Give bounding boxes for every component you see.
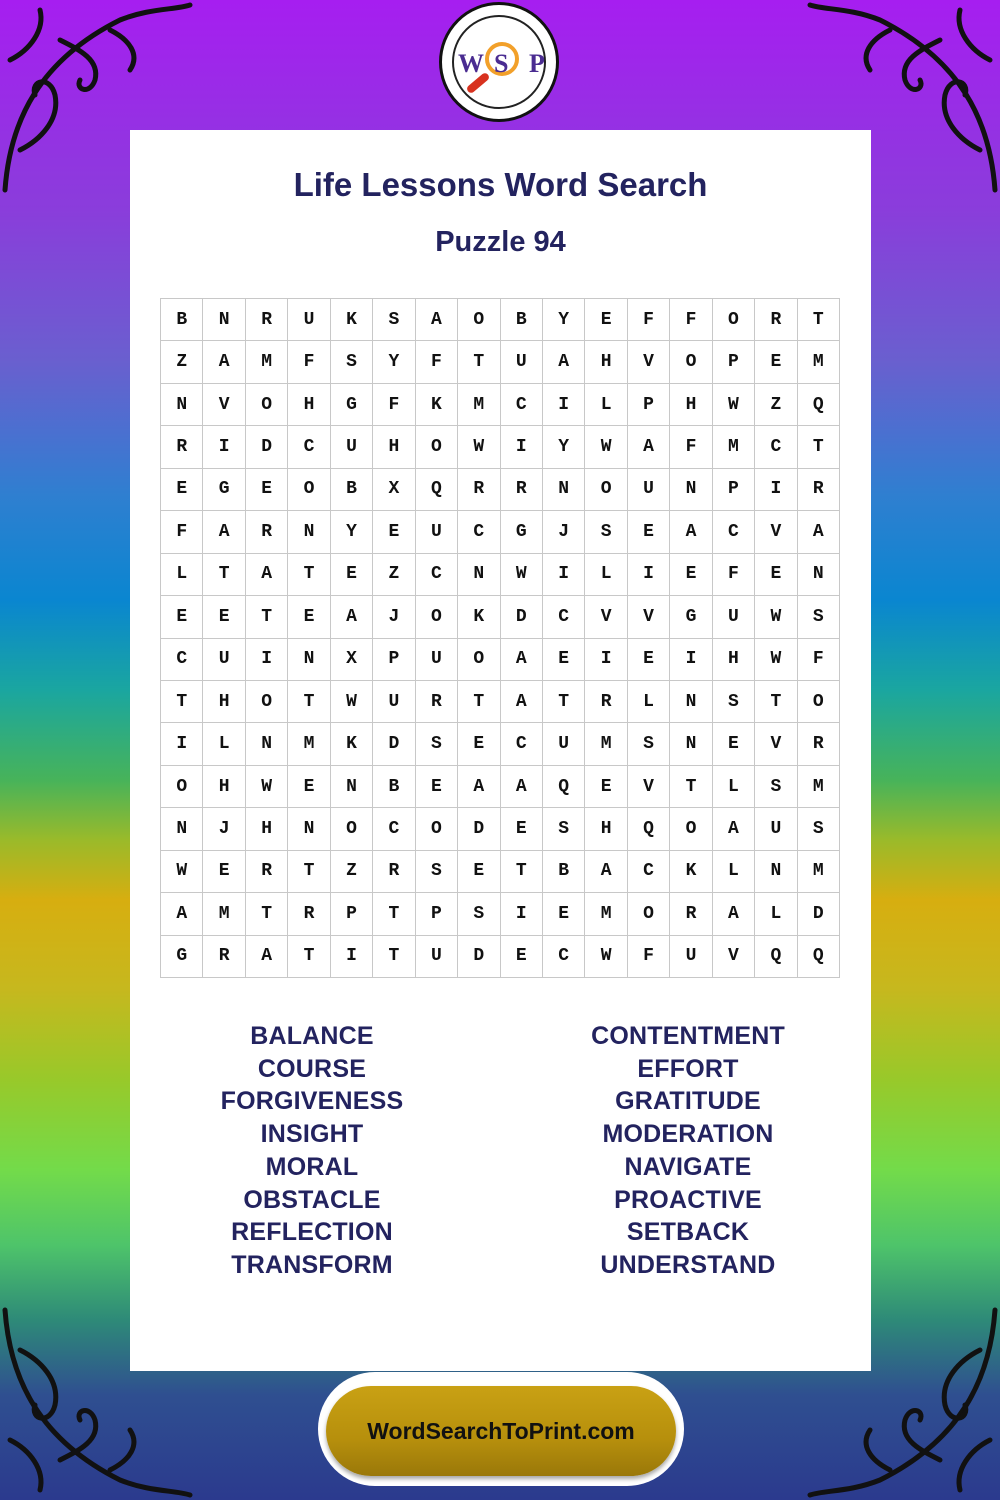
page-title: Life Lessons Word Search (293, 166, 708, 203)
grid-cell[interactable]: E (670, 554, 712, 596)
grid-cell[interactable]: S (755, 766, 797, 808)
word-list-item: BALANCE (250, 1022, 374, 1050)
grid-cell[interactable]: T (288, 936, 330, 978)
logo-letter-s: S (494, 49, 509, 78)
grid-cell[interactable]: C (543, 936, 585, 978)
grid-cell[interactable]: E (755, 341, 797, 383)
grid-cell[interactable]: V (713, 936, 755, 978)
grid-cell[interactable]: E (628, 511, 670, 553)
grid-cell[interactable]: I (161, 723, 203, 765)
grid-cell[interactable]: I (501, 893, 543, 935)
grid-cell[interactable]: T (246, 893, 288, 935)
grid-cell[interactable]: C (501, 723, 543, 765)
grid-cell[interactable]: V (203, 384, 245, 426)
grid-cell[interactable]: Z (373, 554, 415, 596)
grid-cell[interactable]: R (288, 893, 330, 935)
grid-cell[interactable]: O (628, 893, 670, 935)
grid-cell[interactable]: T (373, 893, 415, 935)
grid-cell[interactable]: S (458, 893, 500, 935)
grid-cell[interactable]: A (416, 299, 458, 341)
grid-cell[interactable]: Q (628, 808, 670, 850)
grid-cell[interactable]: S (798, 596, 840, 638)
grid-cell[interactable]: F (628, 936, 670, 978)
grid-cell[interactable]: S (331, 341, 373, 383)
grid-cell[interactable]: M (585, 893, 627, 935)
grid-cell[interactable]: J (373, 596, 415, 638)
grid-cell[interactable]: N (458, 554, 500, 596)
grid-cell[interactable]: V (628, 766, 670, 808)
grid-cell[interactable]: F (798, 639, 840, 681)
grid-cell[interactable]: C (501, 384, 543, 426)
grid-cell[interactable]: A (501, 639, 543, 681)
grid-cell[interactable]: U (331, 426, 373, 468)
grid-cell[interactable]: R (501, 469, 543, 511)
grid-cell[interactable]: S (798, 808, 840, 850)
grid-cell[interactable]: N (203, 299, 245, 341)
grid-cell[interactable]: S (416, 723, 458, 765)
grid-cell[interactable]: H (246, 808, 288, 850)
grid-cell[interactable]: A (501, 681, 543, 723)
grid-cell[interactable]: D (458, 808, 500, 850)
grid-cell[interactable]: E (755, 554, 797, 596)
grid-cell[interactable]: O (585, 469, 627, 511)
grid-cell[interactable]: E (458, 723, 500, 765)
word-list-item: TRANSFORM (231, 1250, 393, 1279)
grid-cell[interactable]: I (670, 639, 712, 681)
grid-cell[interactable]: K (670, 851, 712, 893)
grid-cell[interactable]: U (628, 469, 670, 511)
grid-cell[interactable]: O (416, 426, 458, 468)
grid-cell[interactable]: T (373, 936, 415, 978)
grid-cell[interactable]: R (203, 936, 245, 978)
grid-cell[interactable]: T (755, 681, 797, 723)
grid-cell[interactable]: D (373, 723, 415, 765)
grid-cell[interactable]: A (246, 554, 288, 596)
grid-cell[interactable]: E (161, 469, 203, 511)
grid-cell[interactable]: I (585, 639, 627, 681)
grid-cell[interactable]: S (416, 851, 458, 893)
grid-cell[interactable]: B (331, 469, 373, 511)
grid-cell[interactable]: E (331, 554, 373, 596)
website-button[interactable] (326, 1386, 676, 1476)
grid-cell[interactable]: S (543, 808, 585, 850)
grid-cell[interactable]: L (585, 384, 627, 426)
grid-cell[interactable]: P (373, 639, 415, 681)
grid-cell[interactable]: N (798, 554, 840, 596)
grid-cell[interactable]: E (628, 639, 670, 681)
grid-cell[interactable]: O (458, 299, 500, 341)
grid-cell[interactable]: A (628, 426, 670, 468)
grid-cell[interactable]: A (713, 808, 755, 850)
word-list-item: OBSTACLE (243, 1185, 381, 1214)
grid-cell[interactable]: T (288, 851, 330, 893)
word-list-item: MORAL (265, 1152, 359, 1181)
grid-cell[interactable]: N (288, 808, 330, 850)
grid-cell[interactable]: Y (373, 341, 415, 383)
grid-cell[interactable]: E (416, 766, 458, 808)
grid-cell[interactable]: T (288, 681, 330, 723)
grid-cell[interactable]: R (755, 299, 797, 341)
grid-cell[interactable]: N (246, 723, 288, 765)
grid-cell[interactable]: Z (331, 851, 373, 893)
word-list-item: MODERATION (602, 1120, 774, 1149)
grid-cell[interactable]: V (628, 341, 670, 383)
grid-cell[interactable]: W (585, 936, 627, 978)
grid-cell[interactable]: A (585, 851, 627, 893)
grid-cell[interactable]: I (543, 384, 585, 426)
grid-cell[interactable]: C (458, 511, 500, 553)
grid-cell[interactable]: I (246, 639, 288, 681)
grid-cell[interactable]: W (755, 639, 797, 681)
grid-cell[interactable]: O (331, 808, 373, 850)
grid-cell[interactable]: E (543, 639, 585, 681)
grid-cell[interactable]: W (161, 851, 203, 893)
grid-cell[interactable]: O (246, 681, 288, 723)
grid-cell[interactable]: A (670, 511, 712, 553)
grid-cell[interactable]: A (713, 893, 755, 935)
footer-badge (318, 1372, 684, 1486)
grid-cell[interactable]: E (713, 723, 755, 765)
grid-cell[interactable]: F (670, 299, 712, 341)
grid-cell[interactable]: U (501, 341, 543, 383)
grid-cell[interactable]: P (713, 341, 755, 383)
grid-cell[interactable]: O (798, 681, 840, 723)
grid-cell[interactable]: T (288, 554, 330, 596)
grid-cell[interactable]: E (246, 469, 288, 511)
grid-cell[interactable]: L (755, 893, 797, 935)
grid-cell[interactable]: W (458, 426, 500, 468)
word-list-item: GRATITUDE (615, 1087, 761, 1116)
letter-grid (160, 298, 840, 978)
grid-cell[interactable]: O (670, 808, 712, 850)
grid-cell[interactable]: U (670, 936, 712, 978)
grid-cell[interactable]: U (288, 299, 330, 341)
grid-cell[interactable]: Q (798, 384, 840, 426)
grid-cell[interactable]: C (288, 426, 330, 468)
grid-cell[interactable]: V (585, 596, 627, 638)
grid-cell[interactable]: N (331, 766, 373, 808)
grid-cell[interactable]: P (628, 384, 670, 426)
grid-cell[interactable]: F (416, 341, 458, 383)
word-list-item: UNDERSTAND (600, 1250, 776, 1279)
grid-cell[interactable]: H (288, 384, 330, 426)
grid-cell[interactable]: W (501, 554, 543, 596)
grid-cell[interactable]: R (798, 723, 840, 765)
grid-cell[interactable]: M (798, 766, 840, 808)
word-list-item: CONTENTMENT (591, 1022, 785, 1050)
word-list-item: PROACTIVE (614, 1185, 762, 1214)
website-link[interactable]: WordSearchToPrint.com (367, 1417, 635, 1444)
grid-cell[interactable]: C (543, 596, 585, 638)
logo-letter-w: W (458, 49, 484, 78)
grid-cell[interactable]: B (501, 299, 543, 341)
grid-cell[interactable]: T (458, 681, 500, 723)
grid-cell[interactable]: M (203, 893, 245, 935)
grid-cell[interactable]: I (501, 426, 543, 468)
grid-cell[interactable]: K (416, 384, 458, 426)
grid-cell[interactable]: L (585, 554, 627, 596)
grid-cell[interactable]: Q (798, 936, 840, 978)
grid-cell[interactable]: D (246, 426, 288, 468)
grid-cell[interactable]: F (161, 511, 203, 553)
grid-cell[interactable]: E (288, 766, 330, 808)
grid-cell[interactable]: L (203, 723, 245, 765)
grid-cell[interactable]: W (755, 596, 797, 638)
grid-cell[interactable]: C (373, 808, 415, 850)
grid-cell[interactable]: F (670, 426, 712, 468)
grid-cell[interactable]: O (416, 808, 458, 850)
grid-cell[interactable]: E (501, 808, 543, 850)
grid-cell[interactable]: L (161, 554, 203, 596)
grid-cell[interactable]: N (670, 469, 712, 511)
word-list-item: REFLECTION (231, 1218, 393, 1247)
grid-cell[interactable]: W (713, 384, 755, 426)
grid-cell[interactable]: M (288, 723, 330, 765)
grid-cell[interactable]: G (501, 511, 543, 553)
grid-cell[interactable]: T (458, 341, 500, 383)
grid-cell[interactable]: C (755, 426, 797, 468)
word-list-item: COURSE (257, 1054, 367, 1083)
grid-cell[interactable]: E (203, 851, 245, 893)
grid-cell[interactable]: U (373, 681, 415, 723)
grid-cell[interactable]: N (755, 851, 797, 893)
grid-cell[interactable]: T (798, 426, 840, 468)
grid-cell[interactable]: A (161, 893, 203, 935)
grid-cell[interactable]: H (670, 384, 712, 426)
grid-cell[interactable]: K (331, 299, 373, 341)
grid-cell[interactable]: W (331, 681, 373, 723)
grid-cell[interactable]: R (246, 511, 288, 553)
grid-cell[interactable]: M (458, 384, 500, 426)
grid-cell[interactable]: I (628, 554, 670, 596)
grid-cell[interactable]: I (331, 936, 373, 978)
grid-cell[interactable]: R (670, 893, 712, 935)
grid-cell[interactable]: I (203, 426, 245, 468)
grid-cell[interactable]: J (543, 511, 585, 553)
grid-cell[interactable]: A (543, 341, 585, 383)
grid-cell[interactable]: T (543, 681, 585, 723)
grid-cell[interactable]: C (628, 851, 670, 893)
grid-cell[interactable]: M (798, 341, 840, 383)
grid-cell[interactable]: P (331, 893, 373, 935)
grid-cell[interactable]: O (246, 384, 288, 426)
grid-cell[interactable]: T (798, 299, 840, 341)
grid-cell[interactable]: U (416, 511, 458, 553)
grid-cell[interactable]: J (203, 808, 245, 850)
grid-cell[interactable]: E (161, 596, 203, 638)
grid-cell[interactable]: G (670, 596, 712, 638)
grid-cell[interactable]: V (628, 596, 670, 638)
grid-cell[interactable]: Z (161, 341, 203, 383)
grid-cell[interactable]: U (203, 639, 245, 681)
grid-cell[interactable]: E (203, 596, 245, 638)
grid-cell[interactable]: E (373, 511, 415, 553)
grid-cell[interactable]: M (246, 341, 288, 383)
grid-cell[interactable]: I (755, 469, 797, 511)
grid-cell[interactable]: M (585, 723, 627, 765)
grid-cell[interactable]: R (161, 426, 203, 468)
grid-cell[interactable]: D (798, 893, 840, 935)
grid-cell[interactable]: R (416, 681, 458, 723)
grid-cell[interactable]: U (416, 639, 458, 681)
grid-cell[interactable]: R (246, 299, 288, 341)
grid-cell[interactable]: N (670, 681, 712, 723)
grid-cell[interactable]: F (713, 554, 755, 596)
grid-cell[interactable]: W (585, 426, 627, 468)
grid-cell[interactable]: B (161, 299, 203, 341)
grid-cell[interactable]: A (203, 511, 245, 553)
grid-cell[interactable]: H (203, 766, 245, 808)
grid-cell[interactable]: G (161, 936, 203, 978)
grid-cell[interactable]: S (373, 299, 415, 341)
grid-cell[interactable]: O (161, 766, 203, 808)
grid-cell[interactable]: A (331, 596, 373, 638)
grid-cell[interactable]: E (458, 851, 500, 893)
grid-cell[interactable]: S (713, 681, 755, 723)
grid-cell[interactable]: T (203, 554, 245, 596)
grid-cell[interactable]: R (246, 851, 288, 893)
grid-cell[interactable]: U (543, 723, 585, 765)
grid-cell[interactable]: Q (543, 766, 585, 808)
grid-cell[interactable]: K (331, 723, 373, 765)
grid-cell[interactable]: U (755, 808, 797, 850)
grid-cell[interactable]: S (585, 511, 627, 553)
grid-cell[interactable]: N (670, 723, 712, 765)
grid-cell[interactable]: O (416, 596, 458, 638)
grid-cell[interactable]: O (713, 299, 755, 341)
grid-cell[interactable]: C (416, 554, 458, 596)
grid-cell[interactable]: H (373, 426, 415, 468)
grid-cell[interactable]: P (713, 469, 755, 511)
grid-cell[interactable]: P (416, 893, 458, 935)
grid-cell[interactable]: C (161, 639, 203, 681)
grid-cell[interactable]: N (543, 469, 585, 511)
grid-cell[interactable]: T (161, 681, 203, 723)
grid-cell[interactable]: H (203, 681, 245, 723)
grid-cell[interactable]: N (161, 384, 203, 426)
word-list-right (528, 1020, 848, 1282)
grid-cell[interactable]: R (373, 851, 415, 893)
grid-cell[interactable]: O (670, 341, 712, 383)
grid-cell[interactable]: E (288, 596, 330, 638)
grid-cell[interactable]: R (798, 469, 840, 511)
grid-cell[interactable]: L (713, 851, 755, 893)
grid-cell[interactable]: T (246, 596, 288, 638)
grid-cell[interactable]: Y (543, 299, 585, 341)
grid-cell[interactable]: K (458, 596, 500, 638)
grid-cell[interactable]: F (628, 299, 670, 341)
word-list-item: INSIGHT (260, 1120, 364, 1149)
word-list-item: FORGIVENESS (220, 1087, 404, 1116)
grid-cell[interactable]: F (373, 384, 415, 426)
grid-cell[interactable]: H (713, 639, 755, 681)
puzzle-number: Puzzle 94 (435, 226, 566, 258)
grid-cell[interactable]: S (628, 723, 670, 765)
grid-cell[interactable]: U (713, 596, 755, 638)
grid-cell[interactable]: N (161, 808, 203, 850)
grid-cell[interactable]: T (670, 766, 712, 808)
grid-cell[interactable]: V (755, 511, 797, 553)
grid-cell[interactable]: B (543, 851, 585, 893)
grid-cell[interactable]: A (501, 766, 543, 808)
grid-cell[interactable]: L (713, 766, 755, 808)
logo-letter-p: P (529, 49, 545, 78)
grid-cell[interactable]: M (798, 851, 840, 893)
grid-cell[interactable]: G (203, 469, 245, 511)
grid-cell[interactable]: C (713, 511, 755, 553)
grid-cell[interactable]: T (501, 851, 543, 893)
grid-cell[interactable]: Z (755, 384, 797, 426)
word-list-item: EFFORT (637, 1054, 739, 1083)
word-list-item: NAVIGATE (624, 1152, 752, 1181)
grid-cell[interactable]: E (543, 893, 585, 935)
grid-cell[interactable]: G (331, 384, 373, 426)
grid-cell[interactable]: O (288, 469, 330, 511)
grid-cell[interactable]: Y (543, 426, 585, 468)
grid-cell[interactable]: A (798, 511, 840, 553)
grid-cell[interactable]: E (585, 766, 627, 808)
grid-cell[interactable]: O (458, 639, 500, 681)
grid-cell[interactable]: Q (416, 469, 458, 511)
grid-cell[interactable]: R (585, 681, 627, 723)
grid-cell[interactable]: V (755, 723, 797, 765)
grid-cell[interactable]: N (288, 639, 330, 681)
grid-cell[interactable]: Q (755, 936, 797, 978)
grid-cell[interactable]: E (585, 299, 627, 341)
grid-cell[interactable]: U (416, 936, 458, 978)
word-list-item: SETBACK (626, 1218, 750, 1247)
grid-cell[interactable]: I (543, 554, 585, 596)
grid-cell[interactable]: D (458, 936, 500, 978)
grid-cell[interactable]: A (203, 341, 245, 383)
grid-cell[interactable]: D (501, 596, 543, 638)
puzzle-card (130, 130, 871, 1371)
grid-cell[interactable]: W (246, 766, 288, 808)
grid-cell[interactable]: H (585, 808, 627, 850)
grid-cell[interactable]: H (585, 341, 627, 383)
grid-cell[interactable]: F (288, 341, 330, 383)
grid-cell[interactable]: A (458, 766, 500, 808)
grid-cell[interactable]: R (458, 469, 500, 511)
wsp-logo[interactable] (439, 2, 559, 122)
grid-cell[interactable]: L (628, 681, 670, 723)
word-list-left (152, 1020, 472, 1282)
grid-cell[interactable]: M (713, 426, 755, 468)
grid-cell[interactable]: X (331, 639, 373, 681)
grid-cell[interactable]: Y (331, 511, 373, 553)
grid-cell[interactable]: X (373, 469, 415, 511)
grid-cell[interactable]: B (373, 766, 415, 808)
grid-cell[interactable]: A (246, 936, 288, 978)
grid-cell[interactable]: E (501, 936, 543, 978)
grid-cell[interactable]: N (288, 511, 330, 553)
